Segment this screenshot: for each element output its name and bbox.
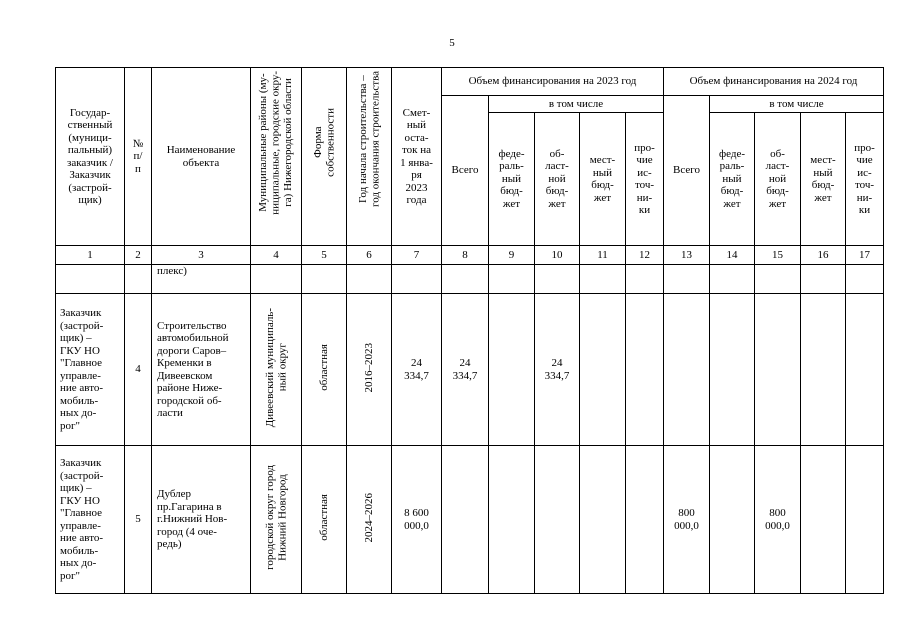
row-other-2023 — [626, 446, 664, 594]
column-number: 13 — [664, 246, 710, 265]
column-number: 9 — [489, 246, 535, 265]
row-district: Дивеевский муниципаль- ный округ — [263, 308, 288, 428]
row-remainder: 8 600 000,0 — [392, 446, 442, 594]
row-years: 2024–2026 — [362, 493, 375, 543]
row-regional-2024: 800 000,0 — [755, 446, 801, 594]
column-number: 3 — [152, 246, 251, 265]
row-other-2023 — [626, 294, 664, 446]
page-number: 5 — [449, 37, 455, 49]
row-local-2024 — [801, 294, 846, 446]
row-number: 4 — [125, 294, 152, 446]
header-total-2024: Всего — [664, 96, 710, 246]
header-ownership: Форма собственности — [311, 108, 336, 177]
continuation-row — [56, 265, 884, 294]
row-customer: Заказчик (застрой- щик) – ГКУ НО "Главное управле- ние авто- мобиль- ных до- рог" — [56, 294, 125, 446]
column-number: 1 — [56, 246, 125, 265]
column-number: 10 — [535, 246, 580, 265]
column-number: 17 — [846, 246, 884, 265]
column-number: 14 — [710, 246, 755, 265]
row-local-2023 — [580, 294, 626, 446]
row-total-2024: 800 000,0 — [664, 446, 710, 594]
column-number: 7 — [392, 246, 442, 265]
row-local-2024 — [801, 446, 846, 594]
header-customer: Государ- ственный (муници- пальный) заказчик / Заказчик (застрой- щик) — [56, 68, 125, 246]
header-local-2023: мест- ный бюд- жет — [580, 113, 626, 246]
column-number: 11 — [580, 246, 626, 265]
row-regional-2023 — [535, 446, 580, 594]
row-remainder: 24 334,7 — [392, 294, 442, 446]
header-years: Год начала строительства – год окончания строительства — [356, 71, 381, 207]
row-total-2023: 24 334,7 — [442, 294, 489, 446]
column-number: 2 — [125, 246, 152, 265]
row-other-2024 — [846, 294, 884, 446]
row-federal-2023 — [489, 446, 535, 594]
row-regional-2023: 24 334,7 — [535, 294, 580, 446]
row-ownership: областная — [317, 494, 330, 542]
row-ownership: областная — [317, 344, 330, 392]
table-row — [56, 294, 884, 446]
header-num: № п/ п — [125, 68, 152, 246]
header-regional-2023: об- ласт- ной бюд- жет — [535, 113, 580, 246]
column-number: 12 — [626, 246, 664, 265]
continuation-text: плекс) — [157, 265, 187, 277]
row-local-2023 — [580, 446, 626, 594]
header-fin-2023: Объем финансирования на 2023 год — [442, 68, 664, 96]
row-number: 5 — [125, 446, 152, 594]
row-customer: Заказчик (застрой- щик) – ГКУ НО "Главное управле- ние авто- мобиль- ных до- рог" — [56, 446, 125, 594]
row-years: 2016–2023 — [362, 343, 375, 393]
column-number: 8 — [442, 246, 489, 265]
header-federal-2023: феде- раль- ный бюд- жет — [489, 113, 535, 246]
row-other-2024 — [846, 446, 884, 594]
header-regional-2024: об- ласт- ной бюд- жет — [755, 113, 801, 246]
header-remainder: Смет- ный остa- ток на 1 янва- ря 2023 года — [392, 68, 442, 246]
header-districts: Муниципальные районы (му- ниципальные, городские окру- га) Нижегородской области — [257, 71, 295, 215]
column-number: 15 — [755, 246, 801, 265]
column-number: 16 — [801, 246, 846, 265]
column-number: 5 — [302, 246, 347, 265]
row-district: городской округ город Нижний Новгород — [263, 465, 288, 571]
column-number: 4 — [251, 246, 302, 265]
row-regional-2024 — [755, 294, 801, 446]
header-object-name: Наименование объекта — [152, 68, 251, 246]
row-federal-2023 — [489, 294, 535, 446]
row-total-2024 — [664, 294, 710, 446]
header-local-2024: мест- ный бюд- жет — [801, 113, 846, 246]
header-total-2023: Всего — [442, 96, 489, 246]
header-other-2023: про- чие ис- точ- ни- ки — [626, 113, 664, 246]
header-incl-2024: в том числе — [710, 96, 884, 113]
row-object-name: Дублер пр.Гагарина в г.Нижний Нов- город (4 оче- редь) — [152, 446, 251, 594]
row-total-2023 — [442, 446, 489, 594]
row-object-name: Строительство автомобильной дороги Саров– Кременки в Дивеевском районе Ниже- городской об- ласти — [152, 294, 251, 446]
row-federal-2024 — [710, 294, 755, 446]
column-number-row — [56, 246, 884, 265]
header-incl-2023: в том числе — [489, 96, 664, 113]
row-federal-2024 — [710, 446, 755, 594]
column-number: 6 — [347, 246, 392, 265]
financing-table — [55, 67, 884, 594]
header-fin-2024: Объем финансирования на 2024 год — [664, 68, 884, 96]
table-row — [56, 446, 884, 594]
header-other-2024: про- чие ис- точ- ни- ки — [846, 113, 884, 246]
header-federal-2024: феде- раль- ный бюд- жет — [710, 113, 755, 246]
